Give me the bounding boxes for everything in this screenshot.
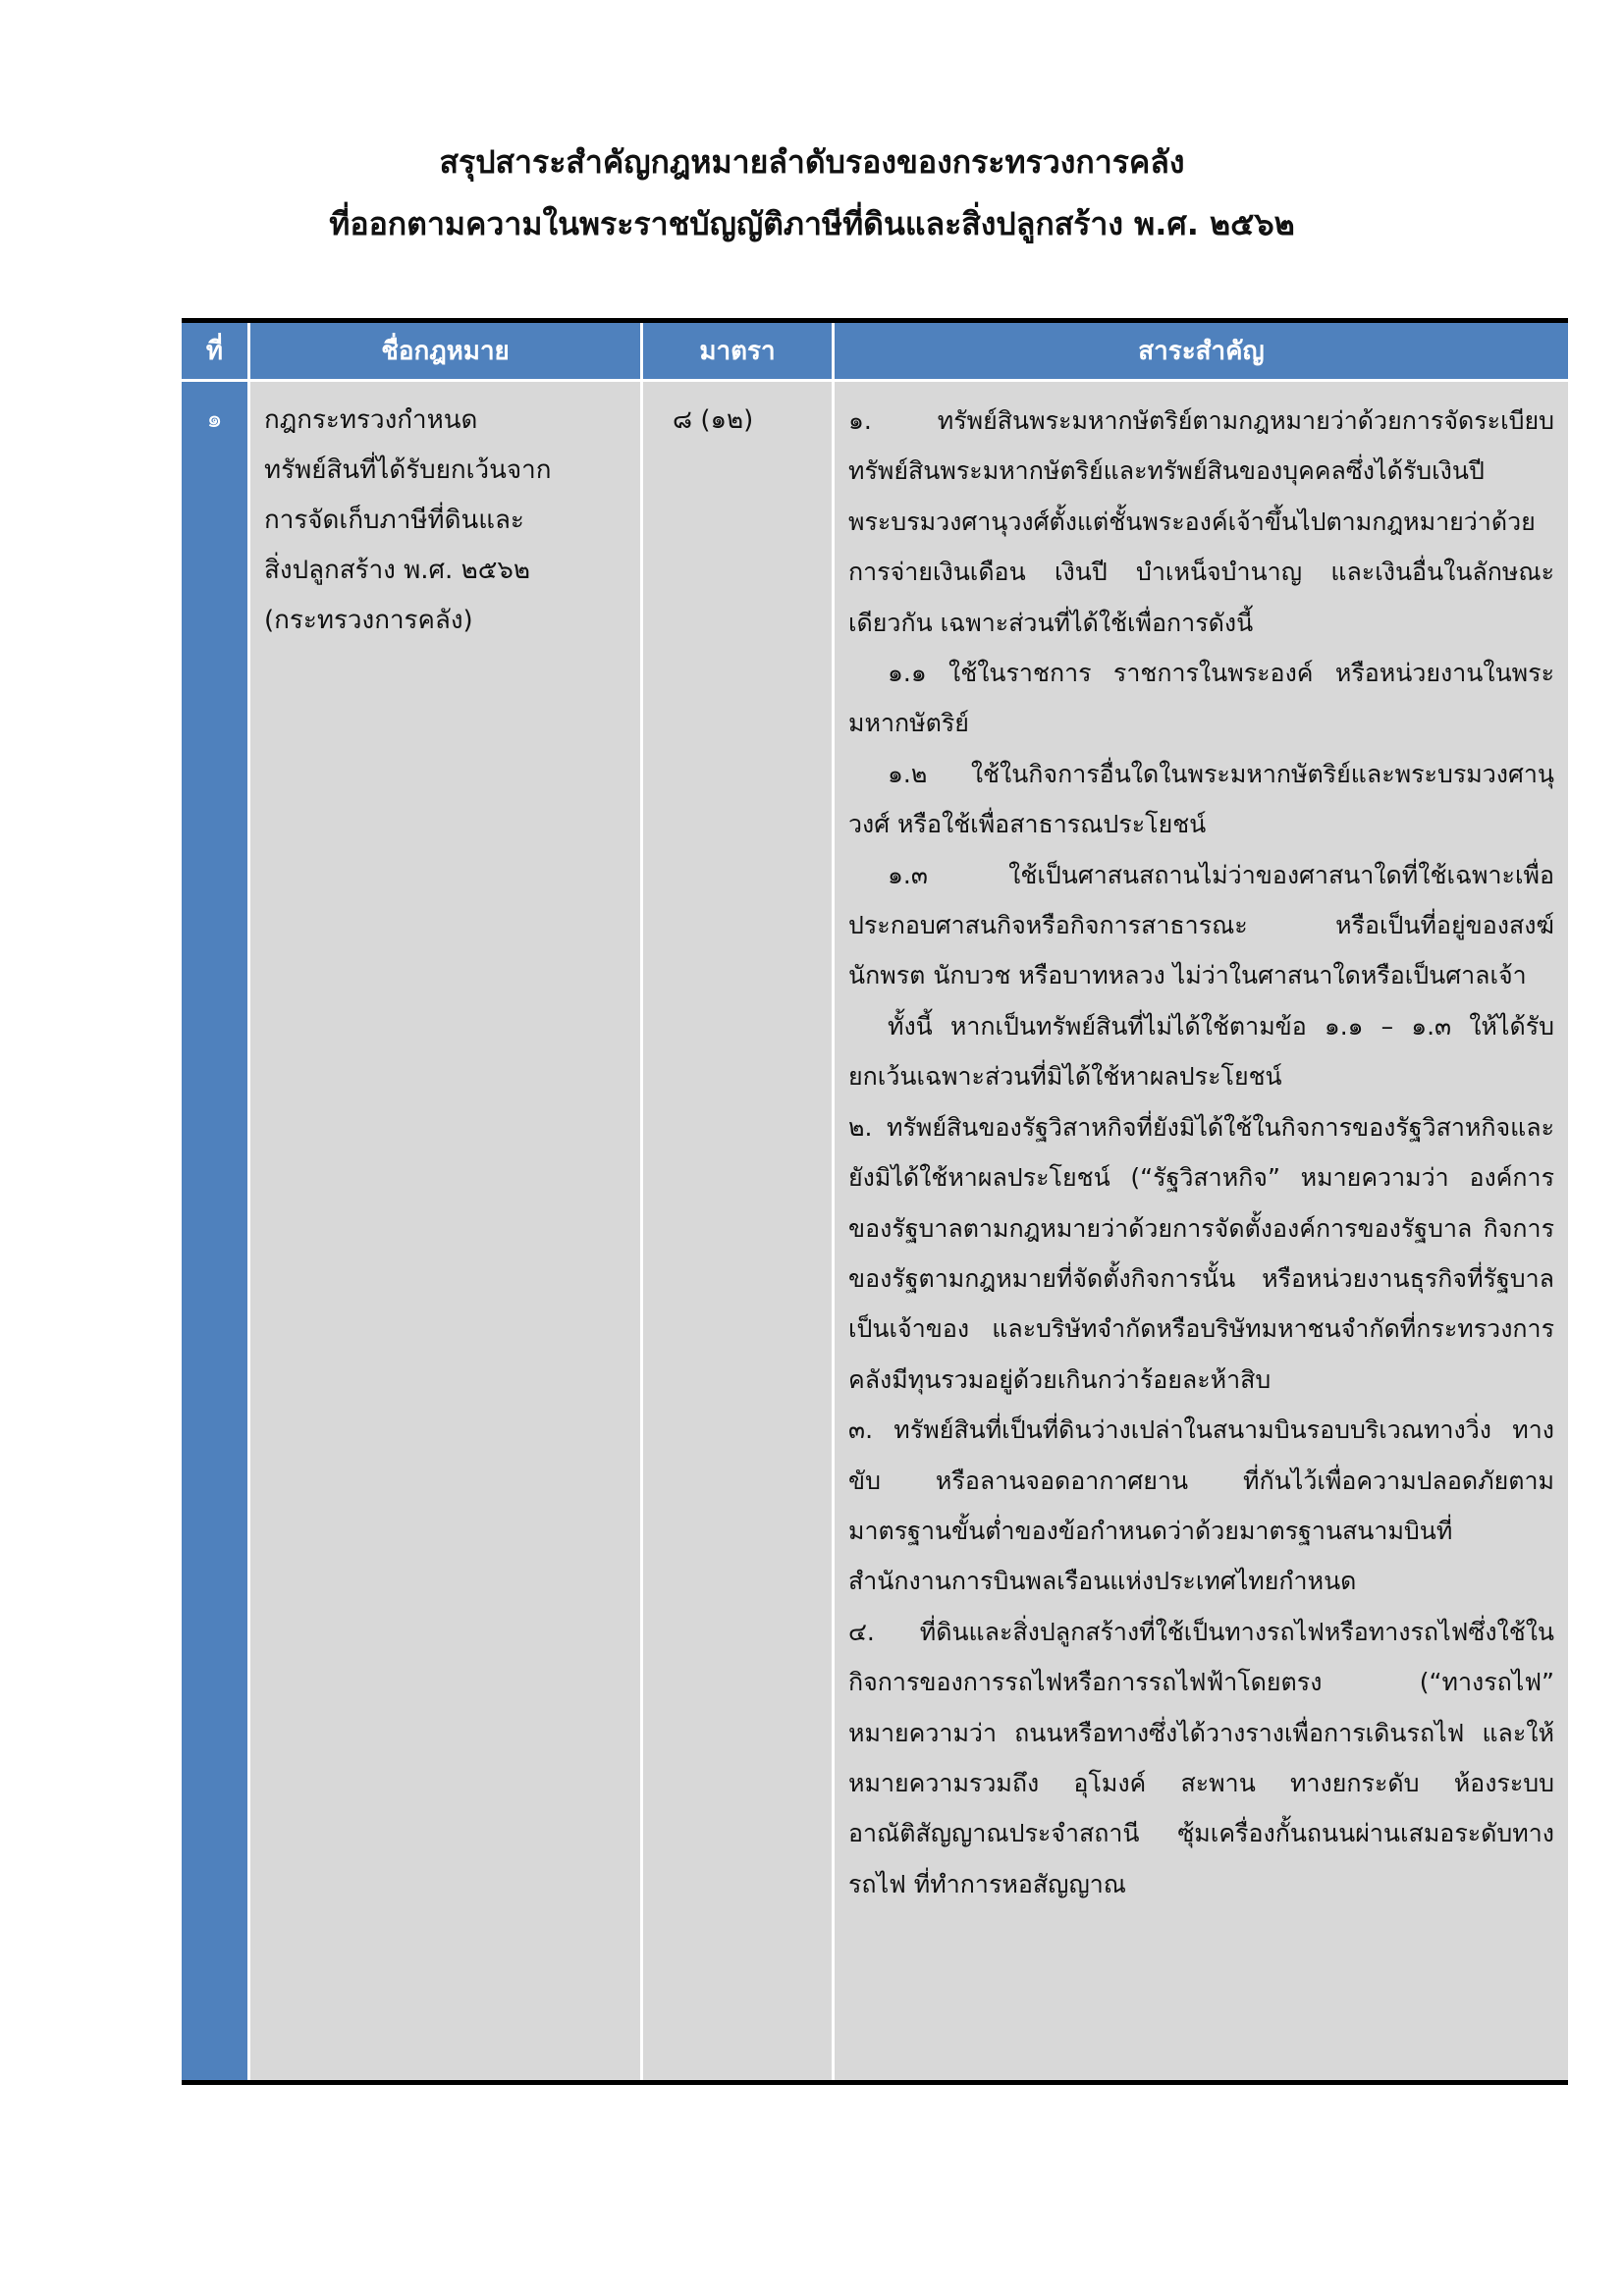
- summary-table: [182, 318, 1568, 2085]
- header-summary: สาระสำคัญ: [1138, 337, 1265, 366]
- law-name-line: กฎกระทรวงกำหนด: [264, 405, 478, 435]
- summary-paragraph: ทั้งนี้ หากเป็นทรัพย์สินที่ไม่ได้ใช้ตามข้อ ๑.๑ – ๑.๓ ให้ได้รับยกเว้นเฉพาะส่วนที่มิได้ใช้หาผลประโยชน์: [848, 1011, 1554, 1092]
- header-section: มาตรา: [643, 323, 835, 379]
- table-row: [182, 379, 1568, 2080]
- summary-paragraph: ๑.๑ ใช้ในราชการ ราชการในพระองค์ หรือหน่วยงานในพระมหากษัตริย์: [848, 659, 1554, 738]
- document-title-line-1: สรุปสาระสำคัญกฎหมายลำดับรองของกระทรวงการคลัง: [439, 143, 1185, 181]
- summary-paragraph: ๑.๒ ใช้ในกิจการอื่นใดในพระมหากษัตริย์และพระบรมวงศานุวงศ์ หรือใช้เพื่อสาธารณประโยชน์: [848, 759, 1554, 839]
- summary-paragraph: ๓. ทรัพย์สินที่เป็นที่ดินว่างเปล่าในสนามบินรอบบริเวณทางวิ่ง ทางขับ หรือลานจอดอากาศยาน ที่กันไว้เพื่อความปลอดภัยตามมาตรฐานขั้นต่ำของข้อกำหนดว่าด้วยมาตรฐานสนามบินที่สำนักงานการบินพลเรือนแห่งประเทศไทยกำหนด: [848, 1415, 1554, 1596]
- summary-paragraph: ๑.๓ ใช้เป็นศาสนสถานไม่ว่าของศาสนาใดที่ใช้เฉพาะเพื่อประกอบศาสนกิจหรือกิจการสาธารณะ หรือเป็นที่อยู่ของสงฆ์ นักพรต นักบวช หรือบาทหลวง ไม่ว่าในศาสนาใดหรือเป็นศาลเจ้า: [848, 860, 1554, 990]
- law-name-line: (กระทรวงการคลัง): [264, 606, 473, 635]
- law-name-line: การจัดเก็บภาษีที่ดินและ: [264, 506, 524, 535]
- law-name-cell: [250, 382, 643, 2080]
- summary-cell: [835, 382, 1568, 2080]
- section-cell: ๘ (๑๒): [643, 382, 835, 2080]
- law-name-line: ทรัพย์สินที่ได้รับยกเว้นจาก: [264, 455, 552, 485]
- summary-paragraph: ๑. ทรัพย์สินพระมหากษัตริย์ตามกฎหมายว่าด้วยการจัดระเบียบทรัพย์สินพระมหากษัตริย์และทรัพย์สินของบุคคลซึ่งได้รับเงินปีพระบรมวงศานุวงศ์ตั้งแต่ชั้นพระองค์เจ้าขึ้นไปตามกฎหมายว่าด้วยการจ่ายเงินเดือน เงินปี บำเหน็จบำนาญ และเงินอื่นในลักษณะเดียวกัน เฉพาะส่วนที่ได้ใช้เพื่อการดังนี้: [848, 406, 1554, 637]
- summary-paragraph: ๒. ทรัพย์สินของรัฐวิสาหกิจที่ยังมิได้ใช้ในกิจการของรัฐวิสาหกิจและยังมิได้ใช้หาผลประโยชน์ (“รัฐวิสาหกิจ” หมายความว่า องค์การของรัฐบาลตามกฎหมายว่าด้วยการจัดตั้งองค์การของรัฐบาล กิจการของรัฐตามกฎหมายที่จัดตั้งกิจการนั้น หรือหน่วยงานธุรกิจที่รัฐบาลเป็นเจ้าของ และบริษัทจำกัดหรือบริษัทมหาชนจำกัดที่กระทรวงการคลังมีทุนรวมอยู่ด้วยเกินกว่าร้อยละห้าสิบ: [848, 1112, 1554, 1394]
- header-no: ที่: [182, 323, 250, 379]
- row-number: ๑: [182, 382, 250, 2080]
- law-name-line: สิ่งปลูกสร้าง พ.ศ. ๒๕๖๒: [264, 556, 531, 585]
- summary-paragraph: ๔. ที่ดินและสิ่งปลูกสร้างที่ใช้เป็นทางรถไฟหรือทางรถไฟซึ่งใช้ในกิจการของการรถไฟหรือการรถไฟฟ้าโดยตรง (“ทางรถไฟ” หมายความว่า ถนนหรือทางซึ่งได้วางรางเพื่อการเดินรถไฟ และให้หมายความรวมถึง อุโมงค์ สะพาน ทางยกระดับ ห้องระบบอาณัติสัญญาณประจำสถานี ซุ้มเครื่องกั้นถนนผ่านเสมอระดับทางรถไฟ ที่ทำการหอสัญญาณ: [848, 1617, 1554, 1898]
- document-title-line-2: ที่ออกตามความในพระราชบัญญัติภาษีที่ดินและสิ่งปลูกสร้าง พ.ศ. ๒๕๖๒: [329, 205, 1295, 242]
- table-header-row: [182, 323, 1568, 379]
- header-law-name: ชื่อกฎหมาย: [250, 323, 643, 379]
